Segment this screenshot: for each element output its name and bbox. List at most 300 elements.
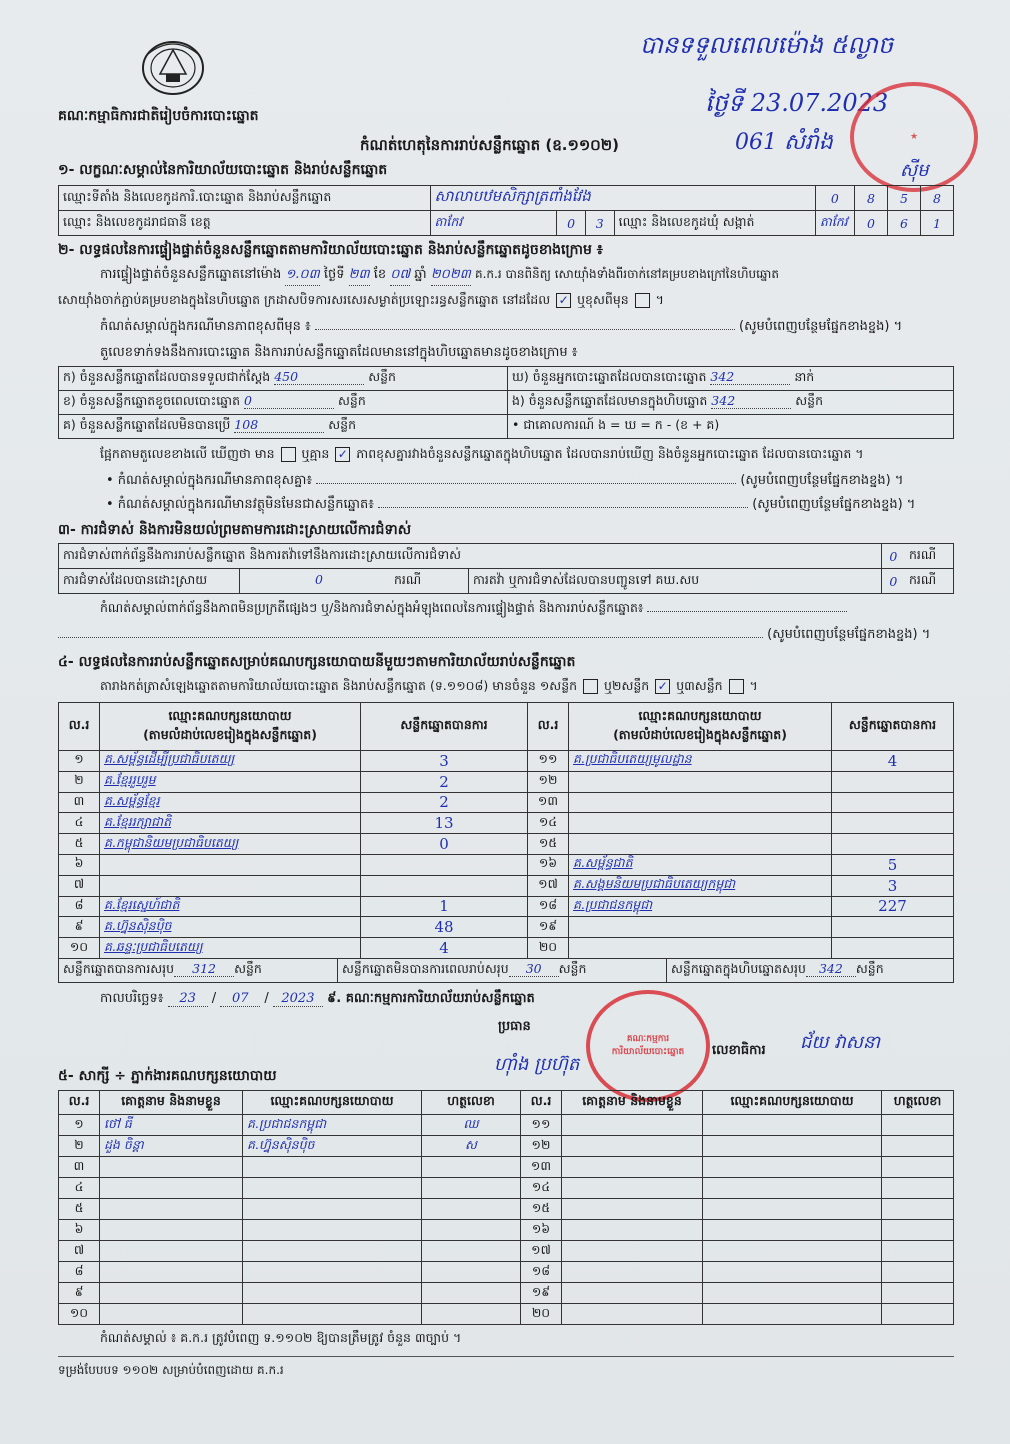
no-right: ១៤ [528,813,569,834]
no-right: ១៣ [528,792,569,813]
witness-party-left [243,1304,422,1325]
w-h-party-right: ឈ្មោះគណបក្សនយោបាយ [703,1091,882,1115]
station-code-1: 0 [815,186,854,211]
total-valid-unit: សន្លឹក [234,961,262,976]
witness-row [59,1136,954,1157]
witness-name-left [100,1157,243,1178]
forwarded-value: 0 [881,569,905,594]
secretary-signature: ជ័យ វាសនា [800,1032,880,1053]
witness-name-left: ថៅ ធី [100,1115,243,1136]
witness-party-left [243,1241,422,1262]
witness-name-left [100,1178,243,1199]
date-line: កាលបរិច្ឆេទ៖ 23 / 07 / 2023 ៩. គណៈកម្មការការិយាល័យរាប់សន្លឹកឆ្នោត [100,991,535,1006]
witness-no-right: ១១ [521,1115,562,1136]
witness-party-right [703,1241,882,1262]
witness-no-left: ៤ [59,1178,100,1199]
witness-party-left [243,1283,422,1304]
votes-left: 13 [361,813,528,834]
station-code-2: 8 [854,186,887,211]
note-suffix-2: (សូមបំពេញបន្ថែមផ្នែកខាងខ្នង) ។ [740,473,904,488]
received-code: 061 សំរាំង [735,130,833,155]
received-signature: ស៊ីម [900,160,929,181]
witness-party-right [703,1199,882,1220]
witness-party-left: គ.ហ្វ៊ុនស៊ិនប៉ិច [243,1136,422,1157]
tally-sheet-line: តារាងកត់ត្រាសំឡេងឆ្នោតតាមការិយាល័យបោះឆ្នោត និងរាប់សន្លឹកឆ្នោត (ទ.១១០៨) មានចំនួន ១សន្លឹក ឬ២សន្លឹក ✓ ឬ៣សន្លឹក ។ [100,678,758,693]
witness-no-right: ១៣ [521,1157,562,1178]
party-right [569,813,832,834]
footer-rule [58,1356,954,1357]
irregularity-label: កំណត់សម្គាល់ពាក់ព័ន្ធនឹងភាពមិនប្រក្រតីផ្សេងៗ ឬ/និងការជំទាស់ក្នុងអំឡុងពេលនៃការផ្ទៀងផ្ទាត់ និងការរាប់សន្លឹកឆ្នោត៖ [100,600,644,615]
witness-table [58,1090,954,1325]
no-left: ៣ [59,792,100,813]
witness-signature-left [422,1304,521,1325]
witness-party-left: គ.ប្រជាជនកម្ពុជា [243,1115,422,1136]
section1-title: ១- លក្ខណៈសម្គាល់នៃការិយាល័យបោះឆ្នោត និងរាប់សន្លឹកឆ្នោត [58,162,388,178]
w-h-sig-right: ហត្ថលេខា [882,1091,954,1115]
total-invalid-label: សន្លឹកឆ្នោតមិនបានការពេលរាប់សរុប [342,961,509,976]
h-votes-right: សន្លឹកឆ្នោតបានការ [832,703,954,751]
commune-code-3: 1 [920,211,953,236]
row-a-unit: សន្លឹក [368,369,396,384]
witness-no-right: ១៩ [521,1283,562,1304]
bullet-2-line [106,496,915,515]
witness-row [59,1220,954,1241]
province-code-2: 3 [585,211,614,236]
witness-name-right [562,1304,703,1325]
witness-name-right [562,1283,703,1304]
bullet-2: • កំណត់សម្គាល់ក្នុងករណីមានវត្ថុមិនមែនជាសន្លឹកឆ្នោត៖ [106,497,374,512]
station-code-4: 8 [920,186,953,211]
table-row [59,875,954,896]
table-row [59,771,954,792]
votes-right [832,917,954,938]
witness-no-right: ១២ [521,1136,562,1157]
no-right: ១២ [528,771,569,792]
table-row [59,896,954,917]
w-h-no-right: ល.រ [521,1091,562,1115]
witness-signature-right [882,1157,954,1178]
witness-name-right [562,1241,703,1262]
h-party-left-1: ឈ្មោះគណបក្សនយោបាយ [168,707,292,723]
verify-time: ១.០៣ [285,266,319,286]
secretary-label: លេខាធិការ [712,1043,766,1058]
section5-title: ៥- សាក្សី ÷ ភ្នាក់ងារគណបក្សនយោបាយ [58,1068,277,1084]
witness-signature-left [422,1241,521,1262]
row-c-unit: សន្លឹក [328,417,357,432]
w-h-name-left: គោត្តនាម និងនាមខ្លួន [100,1091,243,1115]
witness-party-right [703,1157,882,1178]
text-2b: ឬខុសពីមុន [577,292,629,307]
org-name: គណៈកម្មាធិការជាតិរៀបចំការបោះឆ្នោត [58,108,259,124]
h-party-left [100,703,361,751]
note-suffix-4: (សូមបំពេញបន្ថែមផ្នែកខាងខ្នង) ។ [767,627,931,642]
resolved-unit: ករណី [394,571,422,587]
witness-signature-left [422,1157,521,1178]
table-row [59,792,954,813]
party-left: គ.សម្ព័ន្ធដើម្បីប្រជាធិបតេយ្យ [100,751,361,772]
forwarded-label: ការតវ៉ា ឬការជំទាស់ដែលបានបញ្ជូនទៅ គឃ.សប [469,569,882,594]
irregularity-note [100,600,847,619]
difference-line [100,446,864,465]
text-1a: ការផ្ទៀងផ្ទាត់ចំនួនសន្លឹកឆ្នោតនៅម៉ោង [100,267,282,282]
w-h-no-left: ល.រ [59,1091,100,1115]
row-a-label: ក) ចំនួនសន្លឹកឆ្នោតដែលបានទទួលជាក់ស្តែង [63,369,271,384]
votes-right: 3 [832,875,954,896]
witness-signature-left [422,1199,521,1220]
h-votes-left: សន្លឹកឆ្នោតបានការ [361,703,528,751]
three-sheets-checkbox[interactable] [729,679,744,694]
votes-left: 1 [361,896,528,917]
no-right: ១១ [528,751,569,772]
province-code-1: 0 [557,211,586,236]
witness-no-right: ១៤ [521,1178,562,1199]
votes-right [832,813,954,834]
received-date: ថ្ងៃទី 23.07.2023 [705,89,889,117]
row-b-label: ខ) ចំនួនសន្លឹកឆ្នោតខូចពេលបោះឆ្នោត [63,393,241,408]
witness-name-left [100,1220,243,1241]
total-invalid-value: 30 [509,961,559,977]
votes-right [832,771,954,792]
witness-signature-left: ឈ [422,1115,521,1136]
row-c-label: គ) ចំនួនសន្លឹកឆ្នោតដែលមិនបានប្រើ [63,417,231,432]
total-box-value: 342 [806,961,856,977]
party-right: គ.សង្គមនិយមប្រជាធិបតេយ្យកម្ពុជា [569,875,832,896]
total-box-label: សន្លឹកឆ្នោតក្នុងហិបឆ្នោតសរុប [671,961,806,976]
witness-signature-right [882,1220,954,1241]
votes-left: 2 [361,792,528,813]
tally-intro: តារាងកត់ត្រាសំឡេងឆ្នោតតាមការិយាល័យបោះឆ្នោត និងរាប់សន្លឹកឆ្នោត (ទ.១១០៨) មានចំនួន ១សន្លឹក [100,678,578,693]
total-valid-value: 312 [174,961,234,977]
row-d-label: ឃ) ចំនួនអ្នកបោះឆ្នោតដែលបានបោះឆ្នោត [512,369,707,384]
objections-row1-label: ការជំទាស់ពាក់ព័ន្ធនឹងការរាប់សន្លឹកឆ្នោត និងការតវ៉ាទៅនឹងការដោះស្រាយលើការជំទាស់ [59,544,882,569]
date-year: 2023 [273,991,323,1007]
witness-no-right: ២០ [521,1304,562,1325]
table-row [59,854,954,875]
h-party-left-2: (តាមលំដាប់លេខរៀងក្នុងសន្លឹកឆ្នោត) [143,726,317,742]
no-left: ១ [59,751,100,772]
no-right: ២០ [528,938,569,959]
votes-right [832,792,954,813]
witness-no-left: ៧ [59,1241,100,1262]
total-box [667,959,954,983]
row-b-unit: សន្លឹក [337,393,366,408]
h-party-right-1: ឈ្មោះគណបក្សនយោបាយ [638,707,762,723]
witness-party-right [703,1115,882,1136]
note-suffix-1: (សូមបំពេញបន្ថែមផ្នែកខាងខ្នង) ។ [739,319,903,334]
h-party-right [569,703,832,751]
irregularity-note-2 [58,626,930,645]
witness-row [59,1241,954,1262]
stamp-top: ★ [850,82,978,192]
witness-party-left [243,1178,422,1199]
station-value: សាលាបឋមសិក្សាត្រពាំងវែង [430,186,815,211]
no-left: ៧ [59,875,100,896]
station-label: ឈ្មោះទីតាំង និងលេខកូដការិ.បោះឆ្នោត និងរាប់សន្លឹកឆ្នោត [59,186,431,211]
witness-party-right [703,1262,882,1283]
h-party-right-2: (តាមលំដាប់លេខរៀងក្នុងសន្លឹកឆ្នោត) [613,726,787,742]
witness-name-left [100,1283,243,1304]
witness-party-right [703,1136,882,1157]
resolved-label: ការជំទាស់ដែលបានដោះស្រាយ [59,569,240,594]
witness-row [59,1157,954,1178]
witness-name-right [562,1136,703,1157]
witness-signature-left [422,1283,521,1304]
form-title: កំណត់ហេតុនៃការរាប់សន្លឹកឆ្នោត (ឧ.១១០២) [360,136,620,154]
no-right: ១៧ [528,875,569,896]
witness-no-right: ១៨ [521,1262,562,1283]
chair-signature: ហ៊ាំង ប្រហ៊ុត [494,1054,580,1075]
witness-no-left: ៩ [59,1283,100,1304]
party-left: គ.ខ្មែរស្នេហ៍ជាតិ [100,896,361,917]
witness-row [59,1178,954,1199]
table-row [59,938,954,959]
votes-left [361,854,528,875]
text-3: កំណត់សម្គាល់ក្នុងករណីមានភាពខុសពីមុន ៖ [100,319,311,334]
votes-left: 4 [361,938,528,959]
party-left: គ.ហ្វ៊ុនស៊ិនប៉ិច [100,917,361,938]
witness-party-right [703,1178,882,1199]
witness-name-left [100,1241,243,1262]
table-row [59,917,954,938]
official-stamp [586,990,710,1102]
witness-party-left [243,1199,422,1220]
objections-table [58,543,954,594]
votes-right: 5 [832,854,954,875]
witness-no-left: ២ [59,1136,100,1157]
h-no-right: ល.រ [528,703,569,751]
two-sheets-checkbox[interactable]: ✓ [655,679,670,694]
objections-row1-unit: ករណី [905,544,954,569]
witness-party-right [703,1304,882,1325]
totals-table [58,958,954,983]
verify-month: ០៧ [390,266,410,286]
bullet-1: • កំណត់សម្គាល់ក្នុងករណីមានភាពខុសគ្នា៖ [106,473,313,488]
no-left: ៥ [59,834,100,855]
section2-title: ២- លទ្ធផលនៃការផ្ទៀងផ្ទាត់ចំនួនសន្លឹកឆ្នោតតាមការិយាល័យបោះឆ្នោត និងរាប់សន្លឹកឆ្នោតដូចខាងក្រោម ៖ [58,242,603,258]
total-valid-label: សន្លឹកឆ្នោតបានការសរុប [63,961,175,976]
section3-title: ៣- ការជំទាស់ និងការមិនយល់ព្រមតាមការដោះស្រាយលើការជំទាស់ [58,522,412,538]
no-left: ៦ [59,854,100,875]
no-left: ២ [59,771,100,792]
party-left [100,875,361,896]
verification-line-1 [100,266,779,286]
unchanged-checkbox[interactable]: ✓ [556,293,571,308]
party-right [569,917,832,938]
row-d-value: 342 [710,369,790,385]
witness-name-right [562,1199,703,1220]
row-b-value: 0 [244,393,334,409]
no-left: ៨ [59,896,100,917]
party-left: គ.ខ្មែររក្សាជាតិ [100,813,361,834]
changed-checkbox[interactable] [635,293,650,308]
figures-intro: តួលេខទាក់ទងនឹងការបោះឆ្នោត និងការរាប់សន្លឹកឆ្នោតដែលមាននៅក្នុងហិបឆ្នោតមានដូចខាងក្រោម ៖ [100,345,578,360]
station-table [58,185,954,236]
witness-signature-left [422,1262,521,1283]
no-right: ១៨ [528,896,569,917]
witness-party-right [703,1220,882,1241]
no-left: ១០ [59,938,100,959]
witness-name-right [562,1262,703,1283]
text-5: ផ្អែកតាមតួលេខខាងលើ ឃើញថា មាន [100,446,275,461]
w-h-party-left: ឈ្មោះគណបក្សនយោបាយ [243,1091,422,1115]
party-right: គ.ប្រជាជនកម្ពុជា [569,896,832,917]
emblem-icon [138,34,208,98]
witness-signature-left [422,1220,521,1241]
witness-party-left [243,1157,422,1178]
text-1b: ថ្ងៃទី [323,267,345,282]
table-row [59,813,954,834]
province-label: ឈ្មោះ និងលេខកូដរាជធានី ខេត្ត [59,211,431,236]
stamp-text: គណៈកម្មការការិយាល័យបោះឆ្នោត [611,1034,685,1057]
text-5b: ឬគ្មាន [301,446,330,461]
row-e-unit: សន្លឹក [795,393,824,408]
witness-party-right [703,1283,882,1304]
principle-formula: • ជាគោលការណ៍ ង = ឃ = ក - (ខ + គ) [508,415,954,439]
party-right: គ.សម្ព័ន្ធជាតិ [569,854,832,875]
verification-line-2: សោយ៉ាំងចាក់ភ្ជាប់គម្របខាងក្នុងនៃហិបឆ្នោត ក្រដាសបិទការសរសេរសម្ងាត់ប្រឡោះរន្ធសន្លឹកឆ្នោត នៅដដែល ✓ ឬខុសពីមុន ។ [58,292,664,307]
witness-no-left: ៦ [59,1220,100,1241]
no-left: ៩ [59,917,100,938]
party-right [569,771,832,792]
w-h-sig-left: ហត្ថលេខា [422,1091,521,1115]
text-1e: គ.ក.រ បានពិនិត្យ សោយ៉ាំងទាំងពីរចាក់នៅគម្របខាងក្រៅនៃហិបឆ្នោត [474,267,779,281]
forwarded-unit: ករណី [905,569,954,594]
tally-intro-b: ឬ២សន្លឹក [604,678,650,693]
witness-no-left: ៣ [59,1157,100,1178]
witness-no-left: ១ [59,1115,100,1136]
witness-row [59,1304,954,1325]
witness-row [59,1262,954,1283]
w-h-name-right: គោត្តនាម និងនាមខ្លួន [562,1091,703,1115]
row-d-unit: នាក់ [794,369,815,384]
resolved-value: 0 [315,571,323,587]
text-2: សោយ៉ាំងចាក់ភ្ជាប់គម្របខាងក្នុងនៃហិបឆ្នោត ក្រដាសបិទការសរសេរសម្ងាត់ប្រឡោះរន្ធសន្លឹកឆ្នោត នៅដដែល [58,292,551,307]
table-row [59,834,954,855]
committee-label: ៩. គណៈកម្មការការិយាល័យរាប់សន្លឹកឆ្នោត [327,991,535,1006]
table-row [59,751,954,772]
witness-signature-right [882,1283,954,1304]
party-left [100,854,361,875]
no-right: ១៩ [528,917,569,938]
votes-right: 4 [832,751,954,772]
text-5c: ភាពខុសគ្នារវាងចំនួនសន្លឹកឆ្នោតក្នុងហិបឆ្នោត ដែលបានរាប់ឃើញ និងចំនួនអ្នកបោះឆ្នោត ដែលបានបោះឆ្នោត ។ [356,446,864,461]
footnote: កំណត់សម្គាល់ ៖ គ.ក.រ ត្រូវបំពេញ ទ.១១០២ ឱ្យបានត្រឹមត្រូវ ចំនួន ៣ច្បាប់ ។ [100,1330,462,1345]
no-right: ១៥ [528,834,569,855]
witness-signature-right [882,1199,954,1220]
commune-label: ឈ្មោះ និងលេខកូដឃុំ សង្កាត់ [614,211,815,236]
province-value: តាកែវ [430,211,557,236]
witness-signature-right [882,1115,954,1136]
witness-row [59,1283,954,1304]
party-left: គ.កម្ពុជានិយមប្រជាធិបតេយ្យ [100,834,361,855]
results-table [58,702,954,959]
witness-no-right: ១៧ [521,1241,562,1262]
witness-signature-right [882,1178,954,1199]
party-right [569,938,832,959]
h-no-left: ល.រ [59,703,100,751]
party-left: គ.ខ្មែររួបរួម [100,771,361,792]
witness-name-left [100,1304,243,1325]
witness-row [59,1199,954,1220]
date-label: កាលបរិច្ឆេទ៖ [100,991,164,1006]
no-left: ៤ [59,813,100,834]
text-1d: ឆ្នាំ [414,267,427,282]
witness-name-right [562,1220,703,1241]
received-note: បាន​ទទួល​ពេល​ម៉ោង ៥ល្ងាច [640,31,894,59]
bullet-1-line [106,472,903,491]
party-right: គ.ប្រជាធិបតេយ្យមូលដ្ឋាន [569,751,832,772]
witness-no-right: ១៥ [521,1199,562,1220]
votes-left: 0 [361,834,528,855]
party-left: គ.សម្ព័ន្ធខ្មែរ [100,792,361,813]
one-sheet-checkbox[interactable] [583,679,598,694]
total-box-unit: សន្លឹក [855,961,884,976]
votes-left [361,875,528,896]
commune-value: តាកែវ [815,211,854,236]
chair-label: ប្រធាន [498,1019,531,1034]
votes-right: 227 [832,896,954,917]
party-left: គ.ឆន្ទៈប្រជាធិបតេយ្យ [100,938,361,959]
witness-row [59,1115,954,1136]
votes-left: 3 [361,751,528,772]
witness-name-right [562,1115,703,1136]
date-day: 23 [168,991,208,1007]
verify-day: ២៣ [349,266,370,286]
votes-left: 2 [361,771,528,792]
note-suffix-3: (សូមបំពេញបន្ថែមផ្នែកខាងខ្នង) ។ [752,497,916,512]
tally-intro-c: ឬ៣សន្លឹក [676,678,723,693]
witness-no-left: ៨ [59,1262,100,1283]
witness-signature-left [422,1178,521,1199]
figures-table [58,366,954,439]
verify-year: ២០២៣ [431,266,471,286]
row-a-value: 450 [274,369,364,385]
witness-signature-left: ស [422,1136,521,1157]
witness-signature-right [882,1241,954,1262]
station-code-3: 5 [887,186,920,211]
text-1c: ខែ [373,267,387,282]
votes-right [832,938,954,959]
footer-text: ទម្រង់បែបបទ ១១០២ សម្រាប់បំពេញដោយ គ.ក.រ [58,1363,284,1377]
witness-signature-right [882,1262,954,1283]
commune-code-2: 6 [887,211,920,236]
witness-signature-right [882,1136,954,1157]
witness-name-left: ដួង ចិន្តា [100,1136,243,1157]
row-e-value: 342 [711,393,791,409]
row-e-label: ង) ចំនួនសន្លឹកឆ្នោតដែលមានក្នុងហិបឆ្នោត [512,393,708,408]
commune-code-1: 0 [854,211,887,236]
total-valid [59,959,338,983]
total-invalid-unit: សន្លឹក [558,961,587,976]
witness-name-left [100,1262,243,1283]
witness-name-right [562,1157,703,1178]
witness-name-right [562,1178,703,1199]
votes-right [832,834,954,855]
witness-name-left [100,1199,243,1220]
votes-left: 48 [361,917,528,938]
date-month: 07 [220,991,260,1007]
section4-title: ៤- លទ្ធផលនៃការរាប់សន្លឹកឆ្នោតសម្រាប់គណបក្សនយោបាយនីមួយៗតាមការិយាល័យរាប់សន្លឹកឆ្នោត [58,654,576,670]
party-right [569,834,832,855]
witness-no-left: ១០ [59,1304,100,1325]
witness-party-left [243,1220,422,1241]
row-c-value: 108 [234,417,324,433]
party-right [569,792,832,813]
has-difference-checkbox[interactable] [281,447,296,462]
total-invalid [338,959,667,983]
objections-row1-value: 0 [881,544,905,569]
no-difference-checkbox[interactable]: ✓ [335,447,350,462]
